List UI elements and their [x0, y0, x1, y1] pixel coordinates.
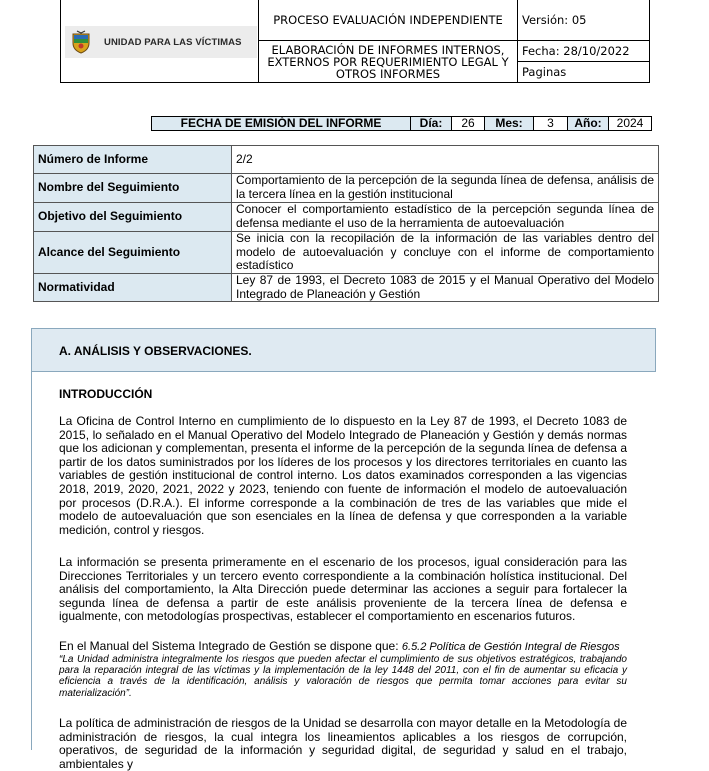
intro-paragraph-4: La política de administración de riesgos de la Unidad se desarrolla con mayor detalle en la Metodología de administración de riesgos, la cual integra los lineamientos aplicables a los riesgos de corrupción, operativos, de seguridad de la información y seguridad digital, de seguridad y salud en el trabajo, ambientales y: [59, 716, 627, 771]
table-row: [34, 274, 659, 302]
process-text: PROCESO EVALUACIÓN INDEPENDIENTE: [273, 13, 503, 27]
intro-paragraph-1: La Oficina de Control Interno en cumplimiento de lo dispuesto en la Ley 87 de 1993, el Decreto 1083 de 2015, lo señalado en el Manual Operativo del Modelo Integrado de Planeación y Gestión y demás normas que los adicionan y complementan, presenta el informe de la percepción de la segunda línea de defensa a partir de los datos suministrados por los líderes de los procesos y los directores territoriales en cuanto las variables de gestión institucional de control interno. Los datos examinados corresponden a las vigencias 2018, 2019, 2020, 2021, 2022 y 2023, teniendo con fuente de información el modelo de autoevaluación por procesos (D.R.A.). El informe corresponde a la combinación de tres de las variables que mide el modelo de autoevaluación que son esenciales en la línea de defensa y que corresponden a la variable medición, control y riesgos.: [59, 414, 627, 537]
year-value: 2024: [608, 116, 652, 131]
date-text: Fecha: 28/10/2022: [522, 44, 630, 58]
table-row: [34, 146, 659, 174]
policy-quote: “La Unidad administra integralmente los riesgos que pueden afectar el cumplimiento de sus objetivos estratégicos, trabajando para la reparación integral de las víctimas y la implementación de la ley 1448 del 2011, con el fin de aumentar su eficacia y eficiencia a través de la identificación, análisis y valoración de riesgos que permita tomar acciones para evitar su materialización”.: [59, 653, 627, 699]
version-text: Versión: 05: [522, 13, 587, 27]
version-cell: [517, 0, 650, 41]
emission-date-row: [152, 116, 652, 131]
procedure-text: ELABORACIÓN DE INFORMES INTERNOS, EXTERNOS POR REQUERIMIENTO LEGAL Y OTROS INFORMES: [267, 42, 509, 81]
row-value: Conocer el comportamiento estadístico de la percepción segunda línea de defensa mediante el uso de la herramienta de autoevaluación: [232, 203, 659, 232]
procedure-title: [258, 40, 518, 83]
month-value: 3: [533, 116, 568, 131]
section-a-title: A. ANÁLISIS Y OBSERVACIONES.: [59, 344, 252, 358]
date-cell: [517, 40, 650, 62]
coat-of-arms-icon: [70, 30, 92, 54]
logo-text: UNIDAD PARA LAS VÍCTIMAS: [104, 36, 242, 48]
logo: [65, 26, 257, 58]
policy-reference: 6.5.2 Política de Gestión Integral de Riesgos: [401, 641, 620, 653]
pages-text: Paginas: [522, 65, 567, 79]
intro-heading: INTRODUCCIÓN: [59, 387, 153, 401]
table-row: [34, 232, 659, 274]
row-value: Se inicia con la recopilación de la información de las variables dentro del modelo de autoevaluación y concluye con el informe de comportamiento estadístico: [232, 232, 659, 274]
quote-lead: En el Manual del Sistema Integrado de Gestión se dispone que:: [59, 639, 402, 653]
section-border: [31, 372, 32, 750]
process-title: [258, 0, 518, 41]
table-row: [34, 174, 659, 203]
section-a-header: [31, 328, 656, 372]
pages-cell: [517, 61, 650, 83]
day-value: 26: [451, 116, 485, 131]
row-value: Ley 87 de 1993, el Decreto 1083 de 2015 y el Manual Operativo del Modelo Integrado de Planeación y Gestión: [232, 274, 659, 302]
month-label: Mes:: [484, 116, 534, 131]
day-label: Día:: [410, 116, 452, 131]
intro-paragraph-3: [59, 640, 627, 699]
row-key: Normatividad: [34, 274, 232, 302]
report-info-table: [33, 145, 659, 302]
year-label: Año:: [567, 116, 609, 131]
row-key: Número de Informe: [34, 146, 232, 174]
row-key: Alcance del Seguimiento: [34, 232, 232, 274]
row-value: 2/2: [232, 146, 659, 174]
emission-label: FECHA DE EMISIÓN DEL INFORME: [151, 116, 411, 131]
row-key: Nombre del Seguimiento: [34, 174, 232, 203]
intro-paragraph-2: La información se presenta primeramente en el escenario de los procesos, igual consideración para las Direcciones Territoriales y un tercero evento correspondiente a la combinación holística institucional. Del análisis del comportamiento, la Alta Dirección puede determinar las acciones a seguir para fortalecer la segunda línea de defensa a partir de este análisis proveniente de la tercera línea de defensa e igualmente, con metodologías prospectivas, establecer el comportamiento en escenarios futuros.: [59, 555, 627, 624]
row-key: Objetivo del Seguimiento: [34, 203, 232, 232]
logo-cell: [60, 0, 259, 83]
row-value: Comportamiento de la percepción de la segunda línea de defensa, análisis de la tercera línea en la gestión institucional: [232, 174, 659, 203]
table-row: [34, 203, 659, 232]
